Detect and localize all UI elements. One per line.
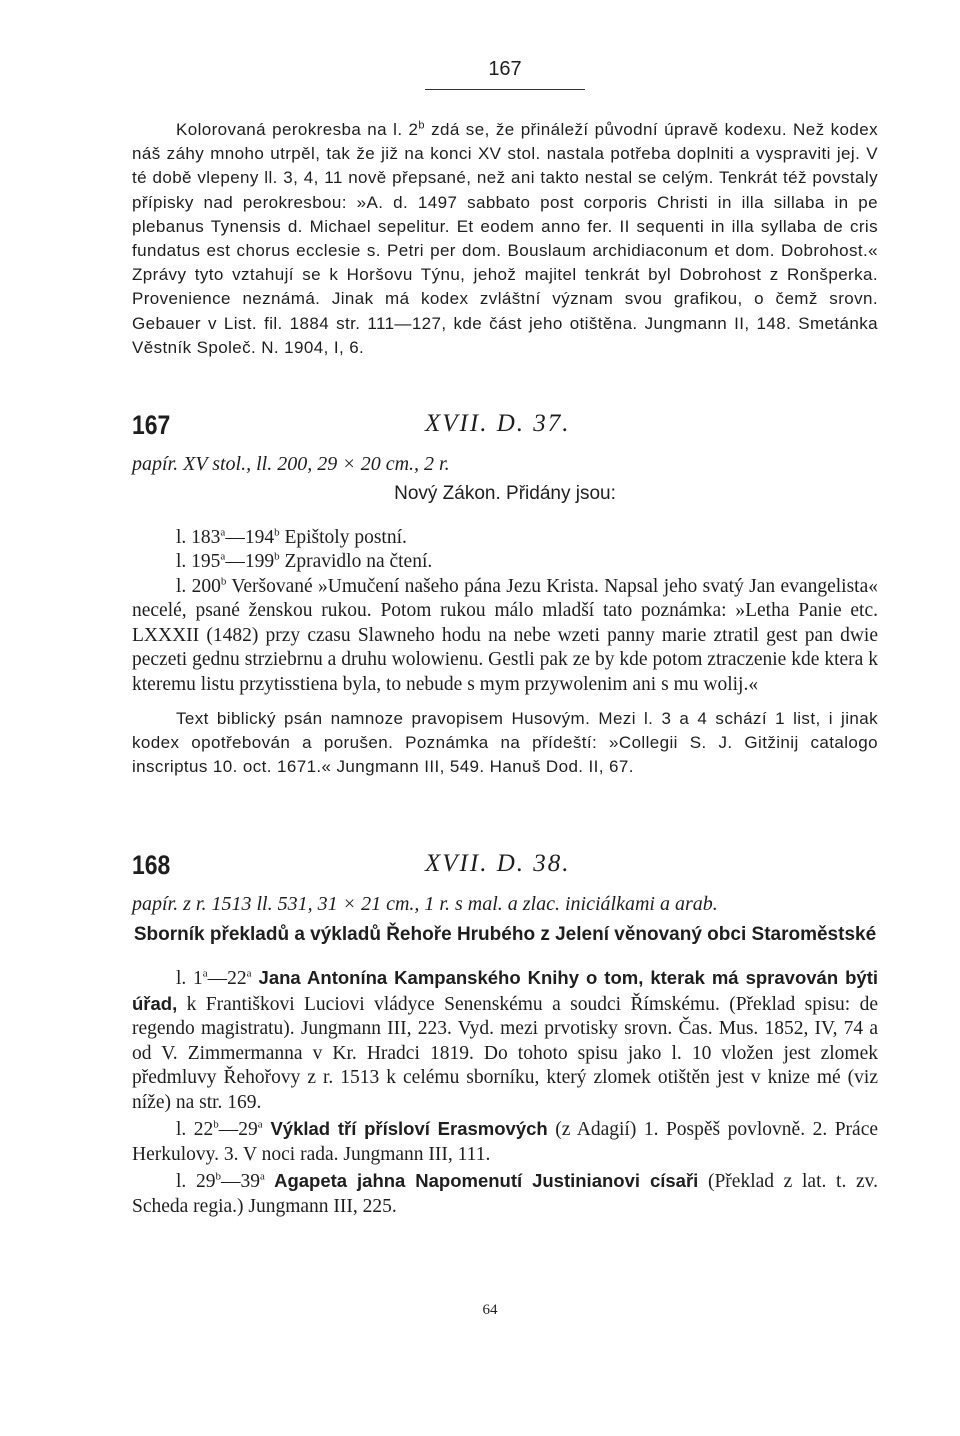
item-3-sup: b (220, 575, 227, 587)
item-2-prefix: l. 195 (176, 551, 221, 572)
part-2-prefix: l. 22 (176, 1119, 214, 1140)
item-2-sup-b: b (274, 550, 280, 563)
item-2-text: Zpravidlo na čtení. (279, 551, 433, 572)
part-3-sup-b: a (259, 1170, 265, 1183)
entry-167-signature: XVII. D. 37. (425, 410, 571, 437)
entry-167-note: Text biblický psán namnoze pravopisem Husovým. Mezi l. 3 a 4 schází 1 list, i jinak kodex opotřebován a porušen. Poznámka na přídeští: »Collegii S. J. Gitžinij catalogo inscriptus 10. oct. 1671.« Jungmann III, 549. Hanuš Dod. II, 67. (132, 709, 878, 777)
entry-167-meta: papír. XV stol., ll. 200, 29 × 20 cm., 2 r. (132, 453, 450, 475)
intro-text-start: Kolorovaná perokresba na l. 2 (176, 120, 419, 139)
part-1-sup-a: a (202, 967, 208, 980)
item-2-mid: —199 (225, 551, 275, 572)
intro-paragraph-block (132, 118, 878, 360)
entry-167-body (132, 452, 878, 780)
part-3-mid: —39 (220, 1171, 260, 1192)
item-1-prefix: l. 183 (176, 526, 221, 548)
part-3-title: Agapeta jahna Napomenutí Justinianovi císaři (264, 1170, 699, 1191)
item-2-sup-a: a (220, 550, 226, 563)
part-1-prefix: l. 1 (176, 968, 203, 989)
entry-167-heading (132, 410, 878, 450)
entry-168-meta: papír. z r. 1513 ll. 531, 31 × 21 cm., 1 r. s mal. a zlac. iniciálkami a arab. (132, 893, 718, 915)
entry-168-title: Sborník překladů a výkladů Řehoře Hrubého z Jelení věnovaný obci Staroměstské (133, 924, 877, 945)
item-1-sup-a: a (220, 526, 226, 538)
part-1-sup-b: a (246, 967, 252, 980)
intro-text-rest: zdá se, že přináleží původní úpravě kodexu. Než kodex náš záhy mnoho utrpěl, tak že již na konci XV stol. nastala potřeba doplniti a vyspraviti jej. V té době vlepeny ll. 3, 4, 11 nově přepsané, než ani takto nestal se celým. Tenkrát též povstaly přípisky nad perokresbou: »A. d. 1497 sabbato post corporis Christi in illa sillaba in pe plebanus Tynensis d. Michael sepelitur. Et eodem anno fer. II sequenti in illa syllaba de cris fundatus est chorus ecclesie s. Petri per dom. Bouslaum archidiaconum et dom. Dobrohost.« Zprávy tyto vztahují se k Horšovu Týnu, jehož majitel tenkrát byl Dobrohost z Ronšperka. Provenience neznámá. Jinak má kodex zvláštní význam svou grafikou, o čemž srovn. Gebauer v List. fil. 1884 str. 111—127, kde část jeho otištěna. Jungmann II, 148. Smetánka Věstník Společ. N. 1904, I, 6. (132, 120, 878, 357)
entry-168-signature: XVII. D. 38. (425, 850, 571, 877)
entry-167-item-1 (132, 526, 878, 551)
part-2-mid: —29 (218, 1119, 258, 1140)
part-2-sup-a: b (213, 1118, 219, 1131)
intro-paragraph (132, 118, 878, 360)
entry-168-part-1 (132, 966, 878, 1115)
item-3-prefix: l. 200 (176, 575, 221, 597)
item-3-text: Veršované »Umučení našeho pána Jezu Krista. Napsal jeho svatý Jan evangelista« necelé, psané ženskou rukou. Potom rukou málo mladší tato poznámka: »Letha Panie etc. LXXXII (1482) przy czasu Slawneho hodu na nebe wzeti panny marie ztratil gest pan dwie peczeti gednu strziebrnu a druhu wolowienu. Gestli pak ze by kde potom ztraczenie kde ktera k kteremu listu przytisstiena byla, to nebude s mym przywolenim ani s mu wolij.« (132, 575, 879, 695)
entry-168-heading (132, 850, 878, 890)
part-1-text: k Františkovi Luciovi vládyce Senenskému a soudci Římskému. (Překlad spisu: de regendo magistratu). Jungmann III, 223. Vyd. mezi prvotisky srovn. Čas. Mus. 1852, IV, 74 a od V. Zimmermanna v Kr. Hradci 1819. Do tohoto spisu jako l. 10 vložen jest zlomek předmluvy Řehořovy z r. 1513 k celému sborníku, který zlomek otištěn jest v knize mé (viz níže) na str. 169. (132, 993, 878, 1113)
entry-168-part-2 (132, 1117, 878, 1167)
item-1-text: Epištoly postní. (279, 526, 407, 548)
intro-sup: b (418, 119, 425, 132)
part-3-prefix: l. 29 (176, 1171, 216, 1192)
header-rule (425, 89, 585, 90)
page-number: 167 (488, 58, 522, 80)
item-1-sup-b: b (274, 526, 280, 538)
entry-167-title: Nový Zákon. Přidány jsou: (394, 482, 616, 504)
part-2-text: (z Adagií) 1. Pospěš povlovně. 2. Práce Herkulovy. 3. V noci rada. Jungmann III, 111. (132, 1119, 879, 1165)
part-2-sup-b: a (257, 1118, 263, 1131)
entry-168-part-3 (132, 1169, 878, 1219)
item-1-mid: —194 (225, 526, 275, 548)
entry-167-number: 167 (132, 410, 171, 440)
entry-168-body (132, 892, 878, 1219)
part-2-title: Výklad tří přísloví Erasmových (262, 1118, 548, 1139)
folio-number: 64 (482, 1302, 498, 1318)
part-3-text: (Překlad z lat. t. zv. Scheda regia.) Jungmann III, 225. (132, 1171, 879, 1217)
entry-168-number: 168 (132, 850, 171, 880)
entry-167-item-2 (132, 550, 878, 575)
part-3-sup-a: b (215, 1170, 221, 1183)
part-1-mid: —22 (207, 968, 247, 989)
entry-167-item-3 (132, 575, 878, 698)
part-1-title: Jana Antonína Kampanského Knihy o tom, kterak má spravován býti úřad, (132, 967, 879, 1014)
